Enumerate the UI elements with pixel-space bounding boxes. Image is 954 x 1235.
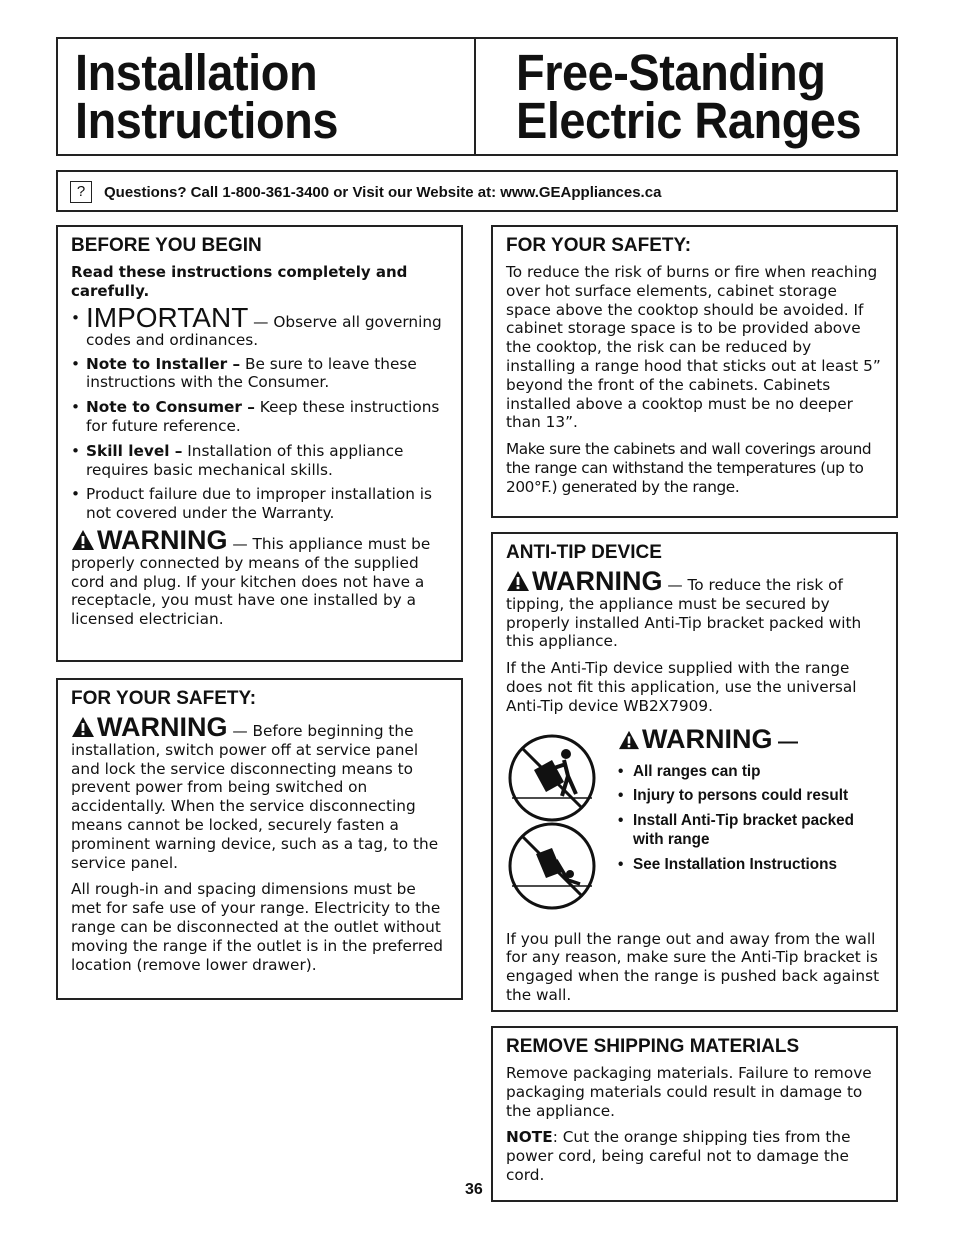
warning-block [506, 566, 883, 651]
important-label: IMPORTANT [86, 301, 249, 333]
header-right-panel [476, 37, 898, 156]
page-number: 36 [465, 1181, 483, 1198]
warning-text: — Before beginning the installation, switch power off at service panel and lock the service disconnecting means to prevent power from being switched on accidentally. When the service disconnecting means cannot be locked, securely fasten a prominent warning device, such as a tag, to the service panel. [71, 722, 439, 872]
anti-tip-section [491, 532, 898, 1012]
before-you-begin-section [56, 225, 463, 662]
list-item: • All ranges can tip [618, 763, 888, 782]
warning-triangle-icon [71, 716, 95, 738]
doc-title [75, 44, 338, 149]
item-text: Product failure due to improper installation is not covered under the Warranty. [86, 485, 433, 523]
important-text: — Observe all governing codes and ordinances. [86, 312, 442, 349]
shipping-section [491, 1026, 898, 1202]
paragraph: If you pull the range out and away from the wall for any reason, make sure the Anti-Tip bracket is engaged when the range is pushed back against the wall. [506, 929, 880, 1004]
header-left-panel [56, 37, 476, 156]
warning-block [71, 712, 448, 872]
item-label: Note to Consumer – [86, 398, 255, 417]
list-item [71, 398, 448, 436]
list-item [71, 355, 448, 393]
product-title-line-1: Free-Standing [516, 44, 826, 101]
section-heading: FOR YOUR SAFETY: [71, 688, 257, 709]
section-heading: REMOVE SHIPPING MATERIALS [506, 1036, 800, 1057]
note-paragraph [506, 1128, 883, 1184]
warning-label: WARNING [97, 524, 228, 555]
list-item: • Injury to persons could result [618, 787, 888, 806]
warning2-title [618, 724, 888, 755]
paragraph: All rough-in and spacing dimensions must be met for safe use of your range. Electricity to the range can be disconnected at the outlet without moving the range if the outlet is in the preferred location (remove lower drawer). [71, 880, 443, 974]
title-line-1: Installation [75, 44, 318, 101]
note-label: NOTE [506, 1128, 553, 1147]
questions-text: Questions? Call 1-800-361-3400 or Visit our Website at: www.GEAppliances.ca [104, 184, 662, 201]
question-icon: ? [70, 181, 92, 203]
range-tipped-over-icon [510, 824, 594, 908]
note-text: : Cut the orange shipping ties from the power cord, being careful not to damage the cord. [506, 1128, 851, 1184]
tip-warning-list-block [618, 724, 888, 881]
section-heading: ANTI-TIP DEVICE [506, 542, 662, 563]
section-heading: FOR YOUR SAFETY: [506, 235, 692, 256]
questions-bar [56, 170, 898, 212]
list-item [71, 485, 448, 523]
list-item [71, 442, 448, 480]
item-label: Skill level – [86, 441, 183, 460]
paragraph: If the Anti-Tip device supplied with the range does not fit this application, use the universal Anti-Tip device WB2X7909. [506, 659, 857, 715]
product-title-line-2: Electric Ranges [516, 92, 862, 149]
warning-label: WARNING [532, 566, 663, 596]
list-item: • Install Anti-Tip bracket packed with range [618, 812, 888, 850]
warning-triangle-icon [71, 529, 95, 551]
item-text: Be sure to leave these instructions with the Consumer. [86, 354, 417, 392]
important-item [71, 301, 448, 349]
important-list [71, 301, 448, 523]
paragraph: Remove packaging materials. Failure to remove packaging materials could result in damage to the appliance. [506, 1064, 872, 1120]
section-heading: BEFORE YOU BEGIN [71, 235, 262, 256]
item-label: Note to Installer – [86, 354, 241, 373]
warning-block [71, 524, 448, 629]
warning-label: WARNING [97, 712, 228, 742]
warning-triangle-icon [506, 570, 530, 592]
person-tipping-range-icon [510, 736, 594, 820]
tip-warning-list [618, 763, 888, 875]
warning-text: — This appliance must be properly connected by means of the supplied cord and plug. If your kitchen does not have a receptacle, you must have one installed by a licensed electrician. [71, 534, 431, 629]
paragraph: Make sure the cabinets and wall coverings around the range can withstand the temperatures (up to 200°F.) generated by the range. [506, 440, 872, 496]
intro-text: Read these instructions completely and carefully. [71, 263, 408, 300]
item-text: Installation of this appliance requires basic mechanical skills. [86, 441, 404, 479]
tip-hazard-pictograms [506, 732, 598, 912]
title-line-2: Instructions [75, 92, 338, 149]
list-item: • See Installation Instructions [618, 856, 888, 875]
paragraph: To reduce the risk of burns or fire when reaching over hot surface elements, cabinet storage space above the cooktop should be avoided. If cabinet storage space is to be provided above the cooktop, the risk can be reduced by installing a range hood that sticks out at least 5” beyond the front of the cabinets. Cabinets installed above a cooktop must be no deeper than 13”. [506, 263, 881, 432]
warning-triangle-icon [618, 730, 640, 750]
safety-left-section [56, 678, 463, 1000]
warning-text: — To reduce the risk of tipping, the appliance must be secured by properly installed Anti-Tip bracket packed with this appliance. [506, 576, 862, 651]
item-text: Keep these instructions for future reference. [86, 398, 440, 435]
warning-dash: — [772, 730, 799, 753]
tip-warning-panel [506, 724, 883, 924]
product-title [516, 44, 862, 149]
safety-right-section [491, 225, 898, 518]
warning-label: WARNING [642, 723, 773, 754]
